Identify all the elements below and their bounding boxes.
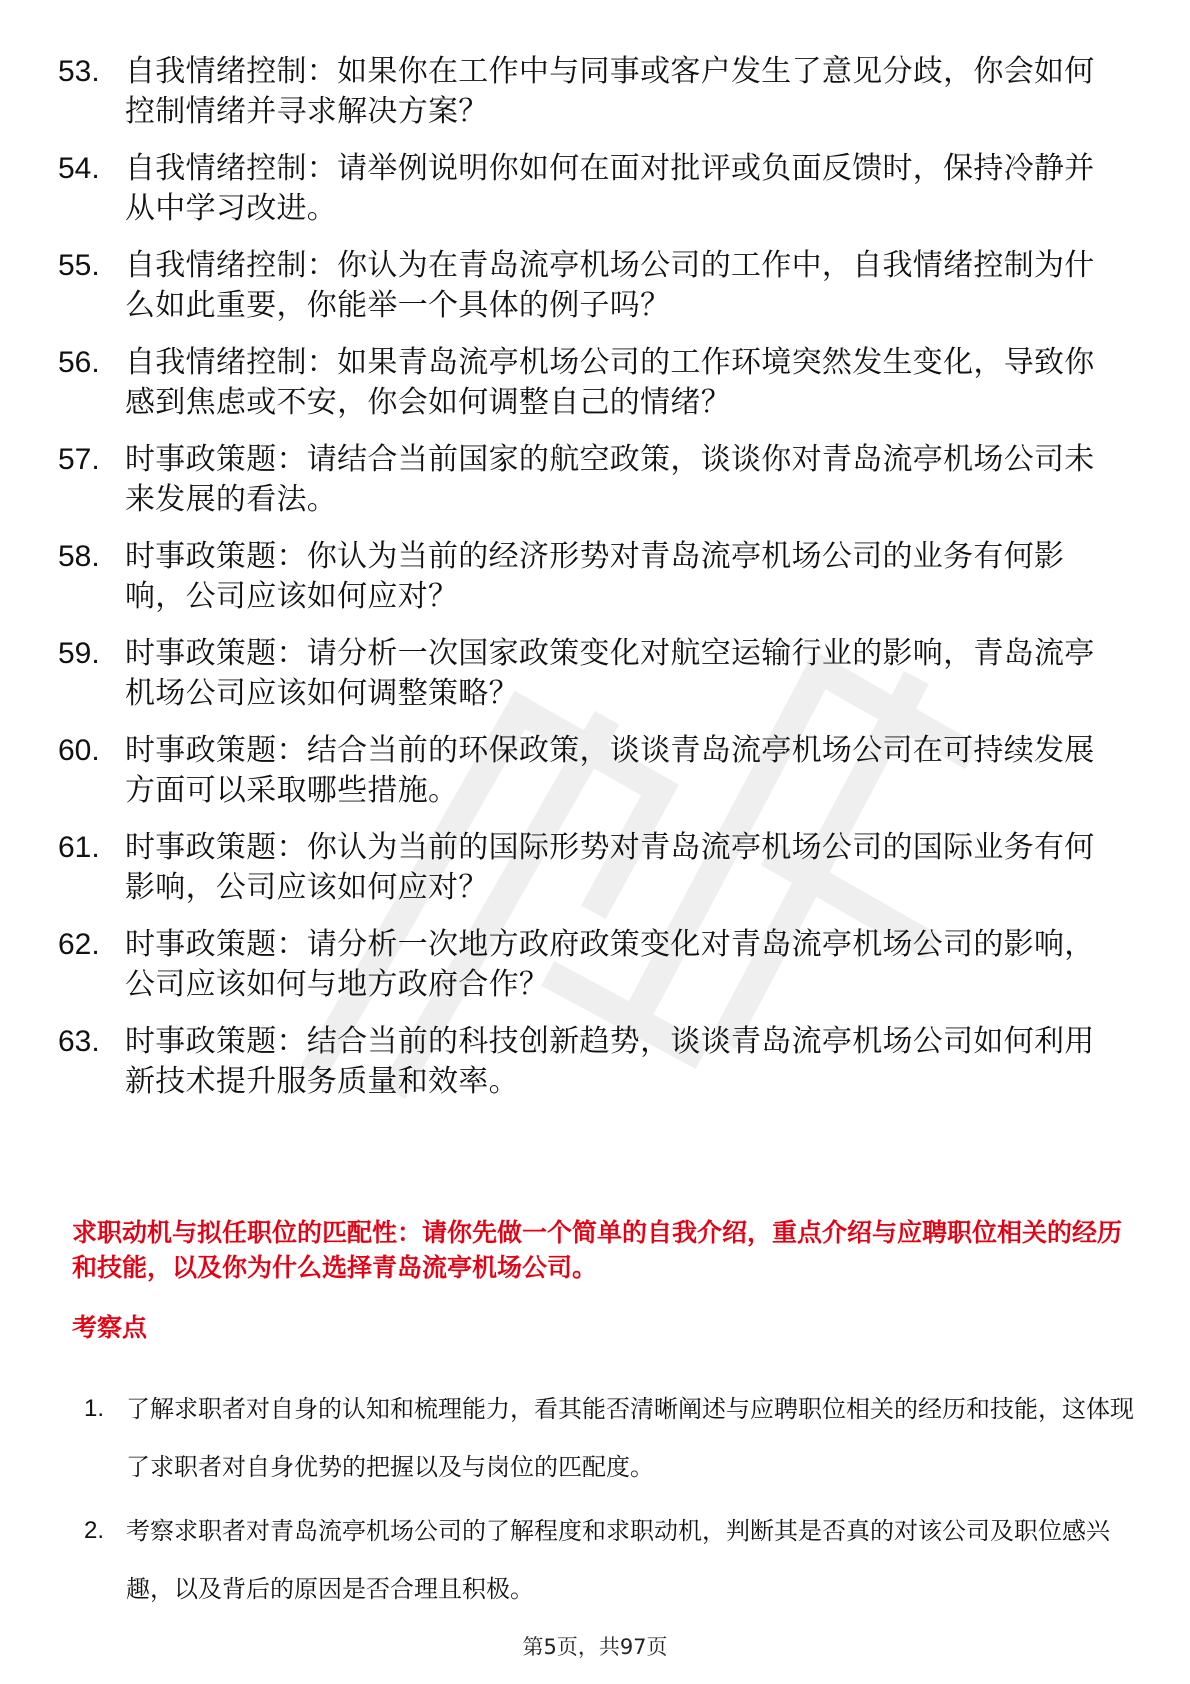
question-topic: 自我情绪控制： (125, 54, 338, 89)
question-text: 请分析一次地方政府政策变化对青岛流亭机场公司的影响，公司应该如何与地方政府合作？ (125, 927, 1095, 1002)
question-body (125, 828, 1118, 908)
question-body (125, 440, 1118, 520)
question-body (125, 246, 1118, 326)
question-body (125, 1022, 1118, 1102)
assessment-point (84, 1380, 1134, 1496)
points-heading: 考察点 (72, 1313, 148, 1342)
question-text: 如果青岛流亭机场公司的工作环境突然发生变化，导致你感到焦虑或不安，你会如何调整自己的情绪？ (125, 345, 1095, 420)
question-topic: 时事政策题： (125, 442, 307, 477)
question-body (125, 731, 1118, 811)
question-topic: 自我情绪控制： (125, 345, 338, 380)
question-topic: 自我情绪控制： (125, 248, 338, 283)
question-number: 60. (58, 734, 100, 767)
point-number: 2. (84, 1517, 105, 1544)
question-number: 56. (58, 346, 100, 379)
question-number: 62. (58, 928, 100, 961)
question-topic: 时事政策题： (125, 636, 307, 671)
question-number: 57. (58, 443, 100, 476)
question-body (125, 149, 1118, 229)
question-item (58, 828, 1118, 908)
question-number: 58. (58, 540, 100, 573)
question-topic: 自我情绪控制： (125, 151, 338, 186)
question-body (125, 343, 1118, 423)
question-topic: 时事政策题： (125, 733, 307, 768)
question-number: 55. (58, 249, 100, 282)
assessment-points-list (84, 1380, 1134, 1624)
question-item (58, 440, 1118, 520)
point-text: 了解求职者对自身的认知和梳理能力，看其能否清晰阐述与应聘职位相关的经历和技能，这体现了求职者对自身优势的把握以及与岗位的匹配度。 (126, 1395, 1134, 1481)
question-topic: 时事政策题： (125, 830, 307, 865)
question-number: 61. (58, 831, 100, 864)
question-text: 你认为在青岛流亭机场公司的工作中，自我情绪控制为什么如此重要，你能举一个具体的例子吗？ (125, 248, 1095, 323)
question-item (58, 925, 1118, 1005)
point-number: 1. (84, 1395, 105, 1422)
question-body (125, 52, 1118, 132)
question-text: 你认为当前的经济形势对青岛流亭机场公司的业务有何影响，公司应该如何应对？ (125, 539, 1065, 614)
question-number: 53. (58, 55, 100, 88)
question-body (125, 537, 1118, 617)
question-number: 63. (58, 1025, 100, 1058)
question-item (58, 634, 1118, 714)
point-text: 考察求职者对青岛流亭机场公司的了解程度和求职动机，判断其是否真的对该公司及职位感兴趣，以及背后的原因是否合理且积极。 (126, 1517, 1110, 1603)
assessment-point (84, 1502, 1134, 1618)
question-text: 结合当前的科技创新趋势，谈谈青岛流亭机场公司如何利用新技术提升服务质量和效率。 (125, 1024, 1095, 1099)
question-text: 请结合当前国家的航空政策，谈谈你对青岛流亭机场公司未来发展的看法。 (125, 442, 1095, 517)
question-text: 如果你在工作中与同事或客户发生了意见分歧，你会如何控制情绪并寻求解决方案？ (125, 54, 1095, 129)
question-item (58, 731, 1118, 811)
question-body (125, 634, 1118, 714)
question-item (58, 149, 1118, 229)
question-number: 59. (58, 637, 100, 670)
question-text: 你认为当前的国际形势对青岛流亭机场公司的国际业务有何影响，公司应该如何应对？ (125, 830, 1095, 905)
question-list (58, 52, 1118, 1119)
question-topic: 时事政策题： (125, 927, 307, 962)
question-item (58, 246, 1118, 326)
question-item (58, 52, 1118, 132)
question-item (58, 343, 1118, 423)
question-item (58, 1022, 1118, 1102)
question-number: 54. (58, 152, 100, 185)
question-topic: 时事政策题： (125, 1024, 307, 1059)
question-text: 请举例说明你如何在面对批评或负面反馈时，保持冷静并从中学习改进。 (125, 151, 1095, 226)
question-topic: 时事政策题： (125, 539, 307, 574)
question-item (58, 537, 1118, 617)
question-text: 请分析一次国家政策变化对航空运输行业的影响，青岛流亭机场公司应该如何调整策略？ (125, 636, 1095, 711)
question-text: 结合当前的环保政策，谈谈青岛流亭机场公司在可持续发展方面可以采取哪些措施。 (125, 733, 1095, 808)
question-body (125, 925, 1118, 1005)
page-footer: 第5页，共97页 (522, 1635, 668, 1659)
section-title: 求职动机与拟任职位的匹配性：请你先做一个简单的自我介绍，重点介绍与应聘职位相关的经历和技能，以及你为什么选择青岛流亭机场公司。 (72, 1218, 1123, 1282)
